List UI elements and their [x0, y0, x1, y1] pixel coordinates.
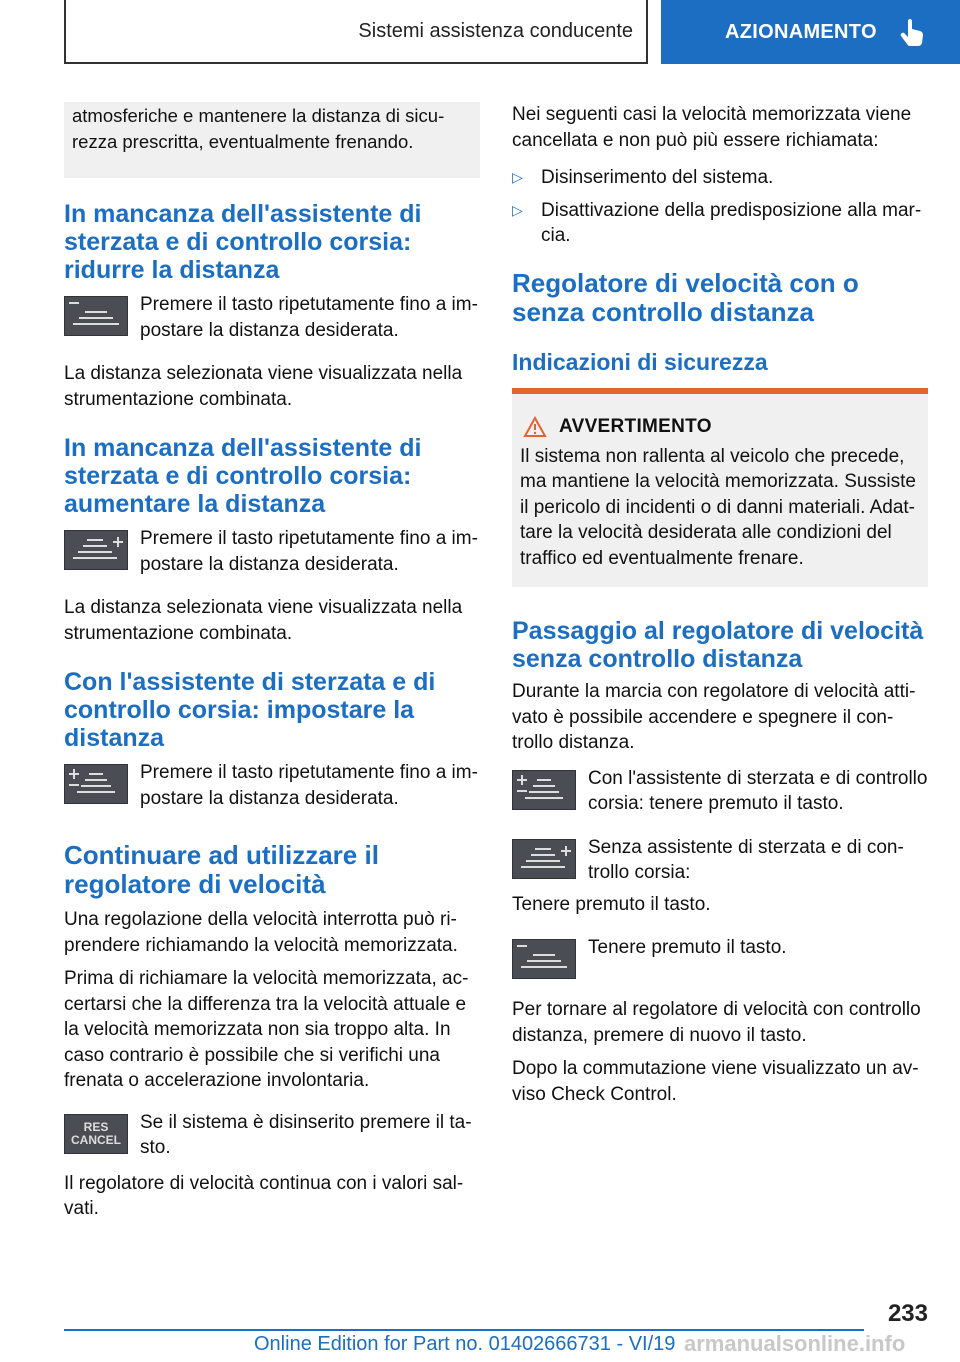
switch-step3-text: Tenere premuto il tasto.: [588, 937, 787, 958]
reduce-step-text: Premere il tasto ripetutamente fino a im-postare la distanza desiderata.: [140, 294, 478, 341]
left-column: [64, 102, 480, 1222]
footer-edition: Online Edition for Part no. 01402666731 - VI/19: [254, 1333, 676, 1355]
right-column: [512, 102, 928, 1107]
chapter-title: AZIONAMENTO: [725, 20, 877, 43]
list-item-text: Disinserimento del sistema.: [541, 167, 774, 188]
warning-triangle-icon: [523, 416, 547, 438]
list-item: [512, 198, 928, 249]
heading-cruise-control: Regolatore di velocità con o senza controllo distanza: [512, 267, 859, 327]
distance-set-button-icon: [512, 770, 576, 810]
heading-increase-distance: In mancanza dell'assistente di sterzata e di controllo corsia: aumentare la distanza: [64, 434, 422, 518]
res-label: RES: [83, 1119, 109, 1134]
triangle-bullet-icon: ▷: [512, 169, 523, 185]
warning-title: AVVERTIMENTO: [559, 415, 712, 437]
switch-step-2: [512, 835, 928, 886]
res-step-text: Se il sistema è disinserito premere il ta-sto.: [140, 1111, 472, 1158]
switch-step-1: [512, 766, 928, 817]
section-title: Sistemi assistenza conducente: [358, 19, 633, 42]
switch-p4: Dopo la commutazione viene visualizzato un av-viso Check Control.: [512, 1058, 919, 1105]
section-header: [64, 0, 648, 64]
switch-p2: Tenere premuto il tasto.: [512, 893, 711, 915]
distance-increase-button-icon: [64, 530, 128, 570]
distance-decrease-button-icon: [512, 939, 576, 979]
increase-step: [64, 526, 480, 577]
increase-note: La distanza selezionata viene visualizzata nella strumentazione combinata.: [64, 597, 463, 644]
page-number: 233: [887, 1300, 928, 1327]
heading-continue-cruise: Continuare ad utilizzare il regolatore di velocità: [64, 840, 379, 899]
switch-step-3: [512, 935, 928, 979]
switch-p3: Per tornare al regolatore di velocità con controllo distanza, premere di nuovo il tasto.: [512, 999, 921, 1046]
heading-set-distance: Con l'assistente di sterzata e di controllo corsia: impostare la distanza: [64, 668, 436, 752]
distance-set-button-icon: [64, 764, 128, 804]
hand-pointer-icon: [899, 18, 925, 46]
cancel-list: [512, 165, 928, 249]
res-step: [64, 1110, 480, 1161]
set-step: [64, 760, 480, 811]
increase-step-text: Premere il tasto ripetutamente fino a im-postare la distanza desiderata.: [140, 528, 478, 575]
reduce-note: La distanza selezionata viene visualizzata nella strumentazione combinata.: [64, 363, 463, 410]
warning-title-row: [520, 416, 920, 438]
continued-box: [64, 102, 480, 178]
watermark: armanualsonline.info: [684, 1331, 906, 1356]
triangle-bullet-icon: ▷: [512, 201, 523, 218]
heading-reduce-distance: In mancanza dell'assistente di sterzata e di controllo corsia: ridurre la distanza: [64, 200, 422, 284]
switch-p1: Durante la marcia con regolatore di velocità atti-vato è possibile accendere e spegnere il con-trollo distanza.: [512, 681, 916, 753]
warning-text: Il sistema non rallenta al veicolo che precede, ma mantiene la velocità memorizzata. Sussiste il pericolo di incidenti o di danni materiali. Adat-tare la velocità desiderata alle condizioni del traffico ed eventualmente frenare.: [520, 445, 916, 569]
chapter-header: [661, 0, 960, 64]
distance-increase-button-icon: [512, 839, 576, 879]
cancel-label: CANCEL: [71, 1132, 121, 1147]
heading-safety: Indicazioni di sicurezza: [512, 348, 768, 375]
reduce-step: [64, 292, 480, 343]
cancel-intro: Nei seguenti casi la velocità memorizzata viene cancellata e non può più essere richiamata:: [512, 104, 912, 151]
distance-decrease-button-icon: [64, 296, 128, 336]
continue-p1: Una regolazione della velocità interrotta può ri-prendere richiamando la velocità memorizzata.: [64, 909, 458, 956]
switch-step1-text: Con l'assistente di sterzata e di controllo corsia: tenere premuto il tasto.: [588, 767, 928, 814]
heading-switch-mode: Passaggio al regolatore di velocità senza controllo distanza: [512, 617, 924, 673]
continue-p3: Il regolatore di velocità continua con i valori sal-vati.: [64, 1172, 464, 1219]
continue-p2: Prima di richiamare la velocità memorizzata, ac-certarsi che la differenza tra la velocità attuale e la velocità memorizzata non sia troppo alta. In caso contrario è possibile che si verifichi una frenata o accelerazione involontaria.: [64, 968, 469, 1091]
switch-step2-text: Senza assistente di sterzata e di con-trollo corsia:: [588, 836, 904, 883]
warning-box: [512, 388, 928, 588]
res-cancel-button-icon: [64, 1114, 128, 1154]
list-item-text: Disattivazione della predisposizione alla mar-cia.: [541, 199, 922, 246]
intro-box-text: atmosferiche e mantenere la distanza di sicu-rezza prescritta, eventualmente frenando.: [72, 105, 445, 152]
set-step-text: Premere il tasto ripetutamente fino a im-postare la distanza desiderata.: [140, 762, 478, 809]
list-item: [512, 165, 928, 191]
